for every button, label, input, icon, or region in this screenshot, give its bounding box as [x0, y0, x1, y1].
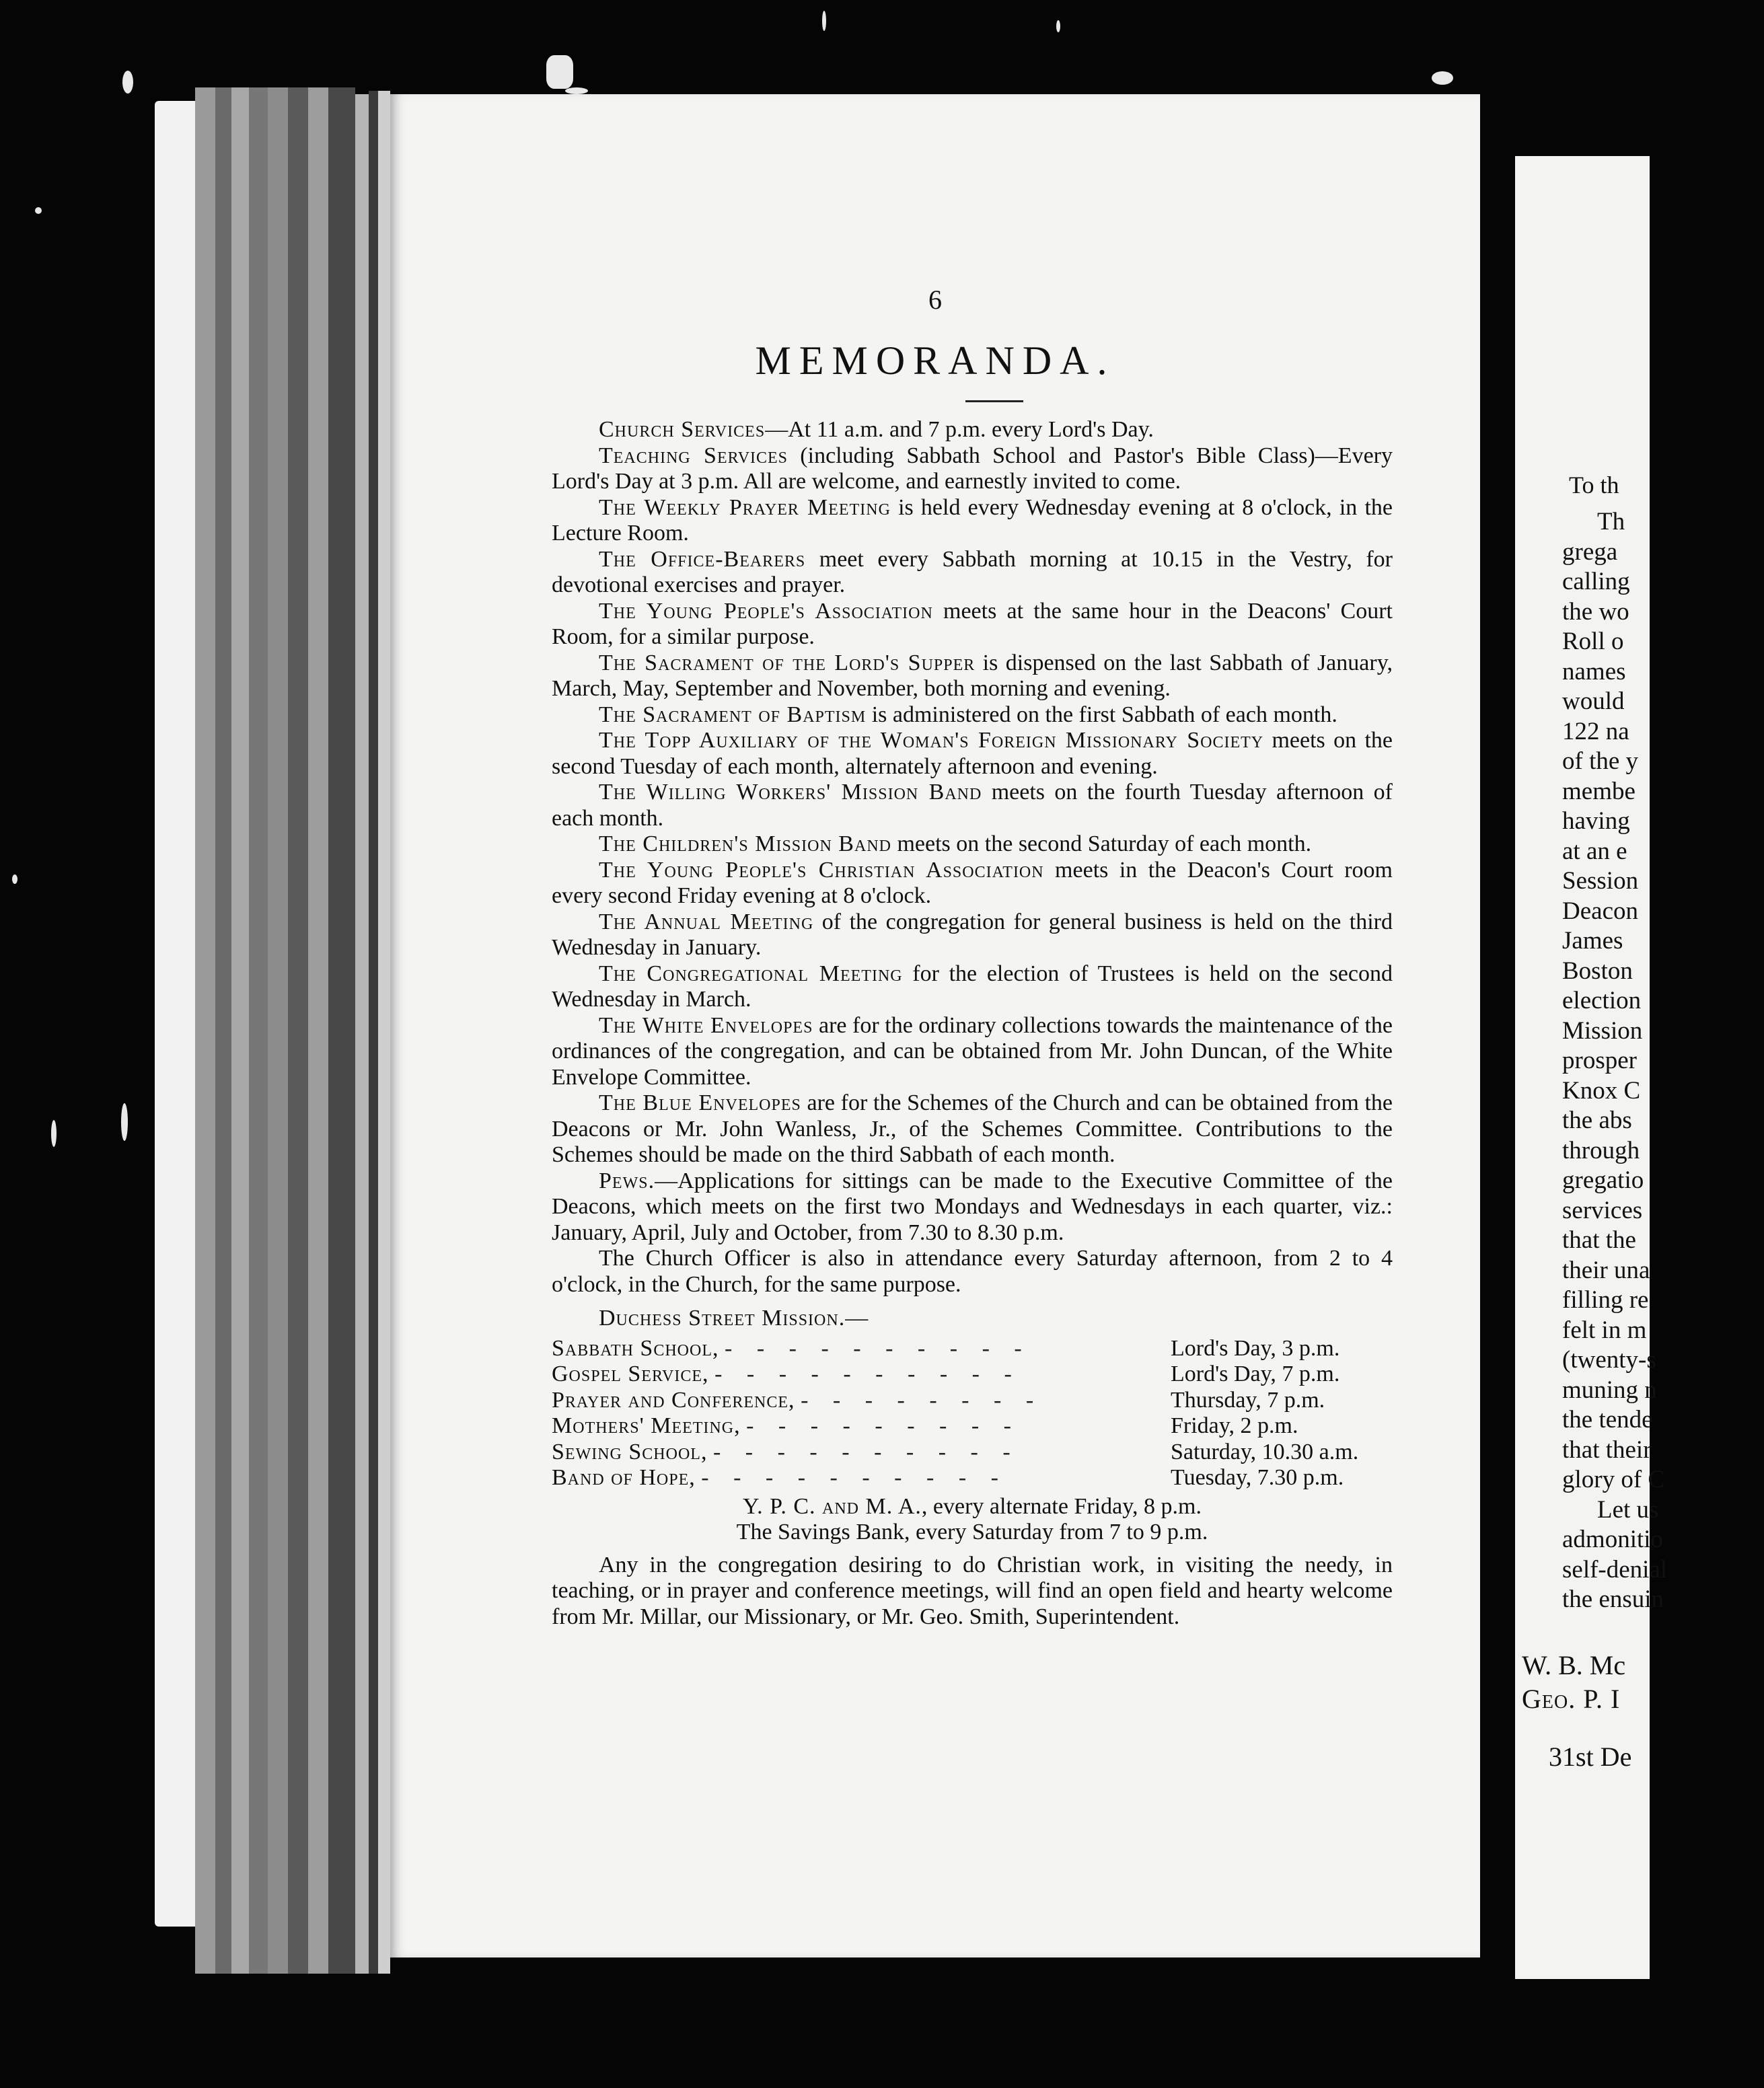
book-page-edges — [328, 87, 355, 1974]
right-line: self-denial — [1562, 1555, 1668, 1583]
right-page-date: 31st De — [1549, 1742, 1632, 1772]
right-line: Th — [1597, 508, 1625, 535]
right-line: muning n — [1562, 1376, 1657, 1404]
right-line: grega — [1562, 537, 1618, 566]
right-line: having — [1562, 807, 1630, 835]
right-line: 122 na — [1562, 717, 1629, 745]
right-line: Deacon — [1562, 897, 1638, 925]
memo-paragraph: The Children's Mission Band meets on the second Saturday of each month. — [599, 831, 1312, 856]
right-page-lines — [1562, 507, 1764, 1615]
memo-paragraph: The Congregational Meeting for the election of Trustees is held on the second Wednesday in March. — [552, 961, 1393, 1012]
book-page-edges — [369, 91, 378, 1974]
title-rule — [965, 400, 1023, 402]
right-line: the abs — [1562, 1107, 1632, 1134]
right-line: calling — [1562, 568, 1630, 595]
memo-paragraph: The Church Officer is also in attendance every Saturday afternoon, from 2 to 4 o'clock, in the Church, for the same purpose. — [552, 1246, 1393, 1297]
right-page-fragment — [1515, 156, 1668, 1979]
right-line: prosper — [1562, 1047, 1637, 1074]
right-line: Roll o — [1562, 628, 1624, 655]
memo-paragraph: The Sacrament of the Lord's Supper is dispensed on the last Sabbath of January, March, May, September and November, both morning and evening. — [552, 650, 1393, 701]
right-line: (twenty-s — [1562, 1346, 1656, 1374]
right-line: filling re — [1562, 1286, 1649, 1314]
memo-paragraph: Church Services—At 11 a.m. and 7 p.m. every Lord's Day. — [599, 417, 1154, 442]
ypcma-line: Y. P. C. and M. A., every alternate Friday, 8 p.m. — [743, 1493, 1202, 1519]
right-line: that their — [1562, 1436, 1652, 1464]
right-line: membe — [1562, 777, 1636, 805]
speck — [546, 55, 573, 89]
right-line: election — [1562, 987, 1642, 1014]
savings-bank-line: The Savings Bank, every Saturday from 7 to 9 p.m. — [736, 1520, 1208, 1544]
book-page-edges — [268, 87, 288, 1974]
memo-paragraph: Pews.—Applications for sittings can be made to the Executive Committee of the Deacons, which meets on the first two Mondays and Wednesdays in each quarter, viz.: January, April, July and October, from 7.30 to 8.30 p.m. — [552, 1168, 1393, 1245]
memo-paragraph: The Topp Auxiliary of the Woman's Foreign Missionary Society meets on the second Tuesday of each month, alternately afternoon and evening. — [552, 728, 1393, 779]
right-line: of the y — [1562, 747, 1639, 775]
right-line: Knox C — [1562, 1076, 1641, 1105]
memo-paragraph: The Willing Workers' Mission Band meets on the fourth Tuesday afternoon of each month. — [552, 780, 1393, 831]
schedule-row: Sewing School, - - - - - - - - - - Saturday, 10.30 a.m. — [552, 1439, 1359, 1464]
memoranda-body — [552, 417, 1393, 1630]
right-line: that the — [1562, 1226, 1636, 1254]
memo-paragraph: The Annual Meeting of the congregation for general business is held on the third Wednesday in January. — [552, 909, 1393, 960]
left-page — [390, 94, 1480, 1958]
right-line: through — [1562, 1136, 1640, 1164]
memo-paragraph: The Office-Bearers meet every Sabbath morning at 10.15 in the Vestry, for devotional exercises and prayer. — [552, 546, 1393, 597]
speck — [1432, 71, 1453, 85]
right-line: the tende — [1562, 1406, 1653, 1433]
book-page-edges — [355, 94, 369, 1974]
speck — [1056, 20, 1060, 32]
right-line: glory of C — [1562, 1466, 1665, 1493]
right-line: the wo — [1562, 597, 1629, 626]
right-line: Mission — [1562, 1016, 1643, 1045]
book-page-edges — [308, 87, 328, 1974]
schedule-row: Gospel Service, - - - - - - - - - - Lord's Day, 7 p.m. — [552, 1362, 1340, 1386]
closing-paragraph: Any in the congregation desiring to do Christian work, in visiting the needy, in teaching, or in prayer and conference meetings, will find an open field and hearty welcome from Mr. Millar, our Missionary, or Mr. Geo. Smith, Superintendent. — [552, 1552, 1393, 1629]
speck — [35, 207, 42, 214]
right-line: the ensuin — [1562, 1586, 1664, 1613]
right-page-heading: To th — [1569, 472, 1619, 498]
memo-paragraph: The Young People's Association meets at the same hour in the Deacons' Court Room, for a similar purpose. — [552, 598, 1393, 649]
memo-paragraph: The Young People's Christian Association meets in the Deacon's Court room every second Friday evening at 8 o'clock. — [552, 857, 1393, 908]
signature-line: Geo. P. I — [1522, 1684, 1621, 1714]
book-page-edges — [249, 87, 268, 1974]
speck — [565, 87, 588, 94]
schedule-row: Mothers' Meeting, - - - - - - - - - Friday, 2 p.m. — [552, 1413, 1298, 1438]
page-title: MEMORANDA. — [755, 338, 1115, 383]
right-line: gregatio — [1562, 1166, 1644, 1194]
right-line: services — [1562, 1196, 1643, 1224]
speck — [121, 1103, 128, 1141]
memo-paragraph: Teaching Services (including Sabbath School and Pastor's Bible Class)—Every Lord's Day at 3 p.m. All are welcome, and earnestly invited to come. — [552, 443, 1393, 494]
book-page-edges — [195, 87, 215, 1974]
right-line: would — [1562, 687, 1625, 715]
book-page-edges — [288, 87, 308, 1974]
speck — [122, 71, 133, 94]
right-line: their una — [1562, 1256, 1650, 1284]
right-line: names — [1562, 657, 1626, 685]
speck — [51, 1120, 57, 1147]
schedule-row: Prayer and Conference, - - - - - - - - Thursday, 7 p.m. — [552, 1387, 1325, 1413]
memo-paragraph: The Sacrament of Baptism is administered on the first Sabbath of each month. — [599, 702, 1337, 727]
right-line: Session — [1562, 867, 1639, 895]
right-line: admonitio — [1562, 1526, 1664, 1553]
book-page-edges — [378, 91, 390, 1974]
book-page-edges — [215, 87, 231, 1974]
right-line: James — [1562, 927, 1623, 955]
speck — [822, 11, 826, 31]
right-line: Let us — [1597, 1495, 1659, 1524]
right-line: at an e — [1562, 837, 1627, 865]
schedule-row: Band of Hope, - - - - - - - - - - Tuesday, 7.30 p.m. — [552, 1465, 1344, 1490]
schedule-row: Sabbath School, - - - - - - - - - - Lord's Day, 3 p.m. — [552, 1335, 1340, 1361]
speck — [12, 874, 17, 884]
mission-schedule — [552, 1336, 1393, 1491]
signature-line: W. B. Mc — [1522, 1650, 1626, 1680]
page-number: 6 — [928, 285, 942, 315]
mission-heading: Duchess Street Mission.— — [599, 1306, 869, 1331]
memo-paragraph: The White Envelopes are for the ordinary collections towards the maintenance of the ordinances of the congregation, and can be obtained from Mr. John Duncan, of the White Envelope Committee. — [552, 1012, 1393, 1090]
book-page-edges — [231, 87, 249, 1974]
memo-paragraph: The Blue Envelopes are for the Schemes of the Church and can be obtained from the Deacons or Mr. John Wanless, Jr., of the Schemes Committee. Contributions to the Schemes should be made on the third Sabbath of each month. — [552, 1090, 1393, 1167]
right-line: felt in m — [1562, 1316, 1647, 1344]
right-line: Boston — [1562, 957, 1633, 985]
memo-paragraph: The Weekly Prayer Meeting is held every Wednesday evening at 8 o'clock, in the Lecture Room. — [552, 494, 1393, 546]
